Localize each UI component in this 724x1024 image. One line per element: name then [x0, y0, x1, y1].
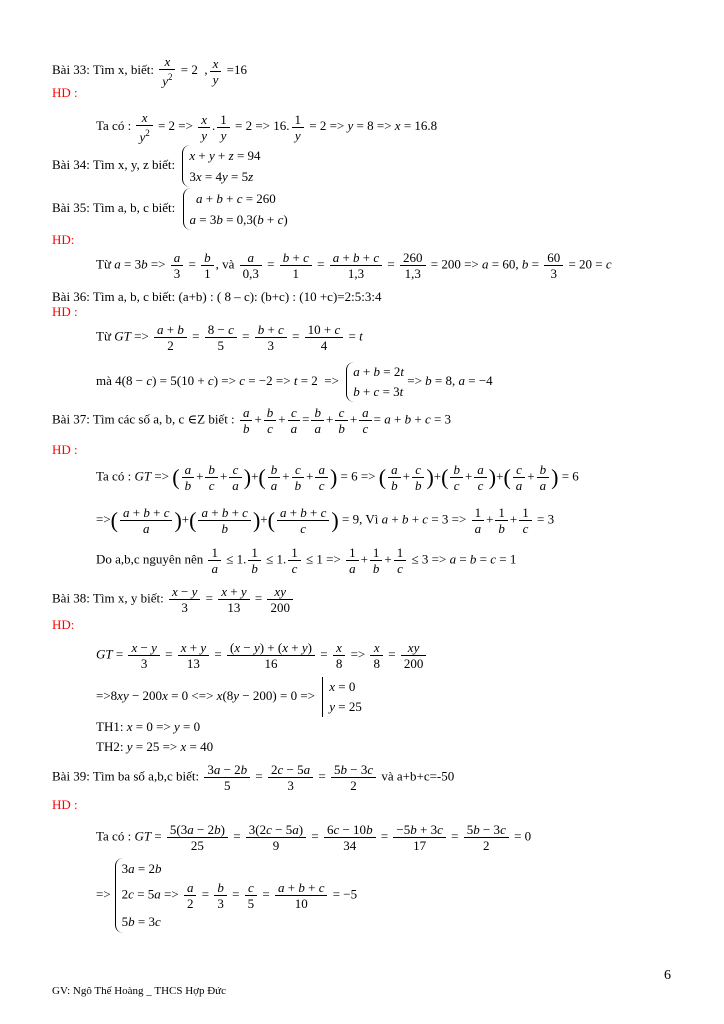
hd-label: HD : — [52, 85, 78, 100]
b38-label: Bài 38: Tìm x, y biết: — [52, 590, 164, 606]
footer-author: GV: Ngô Thế Hoàng _ THCS Hợp Đức — [52, 985, 227, 997]
hd-label: HD : — [52, 442, 78, 457]
b36-label: Bài 36: Tìm a, b, c biết: (a+b) : ( 8 – c): (b+c) : (10 +c)=2:5:3:4 — [52, 289, 382, 304]
hd-label: HD: — [52, 617, 75, 632]
page-number: 6 — [664, 968, 671, 983]
b35-label: Bài 35: Tìm a, b, c biết: — [52, 199, 176, 215]
b33-label: Bài 33: Tìm x, biết: — [52, 62, 154, 78]
b39-label: Bài 39: Tìm ba số a,b,c biết: — [52, 768, 200, 784]
hd-label: HD : — [52, 304, 78, 319]
b37-label: Bài 37: Tìm các số a, b, c ∈Z biết : — [52, 411, 235, 427]
hd-label: HD: — [52, 232, 75, 247]
hd-label: HD : — [52, 797, 78, 812]
b34-label: Bài 34: Tìm x, y, z biết: — [52, 156, 176, 172]
